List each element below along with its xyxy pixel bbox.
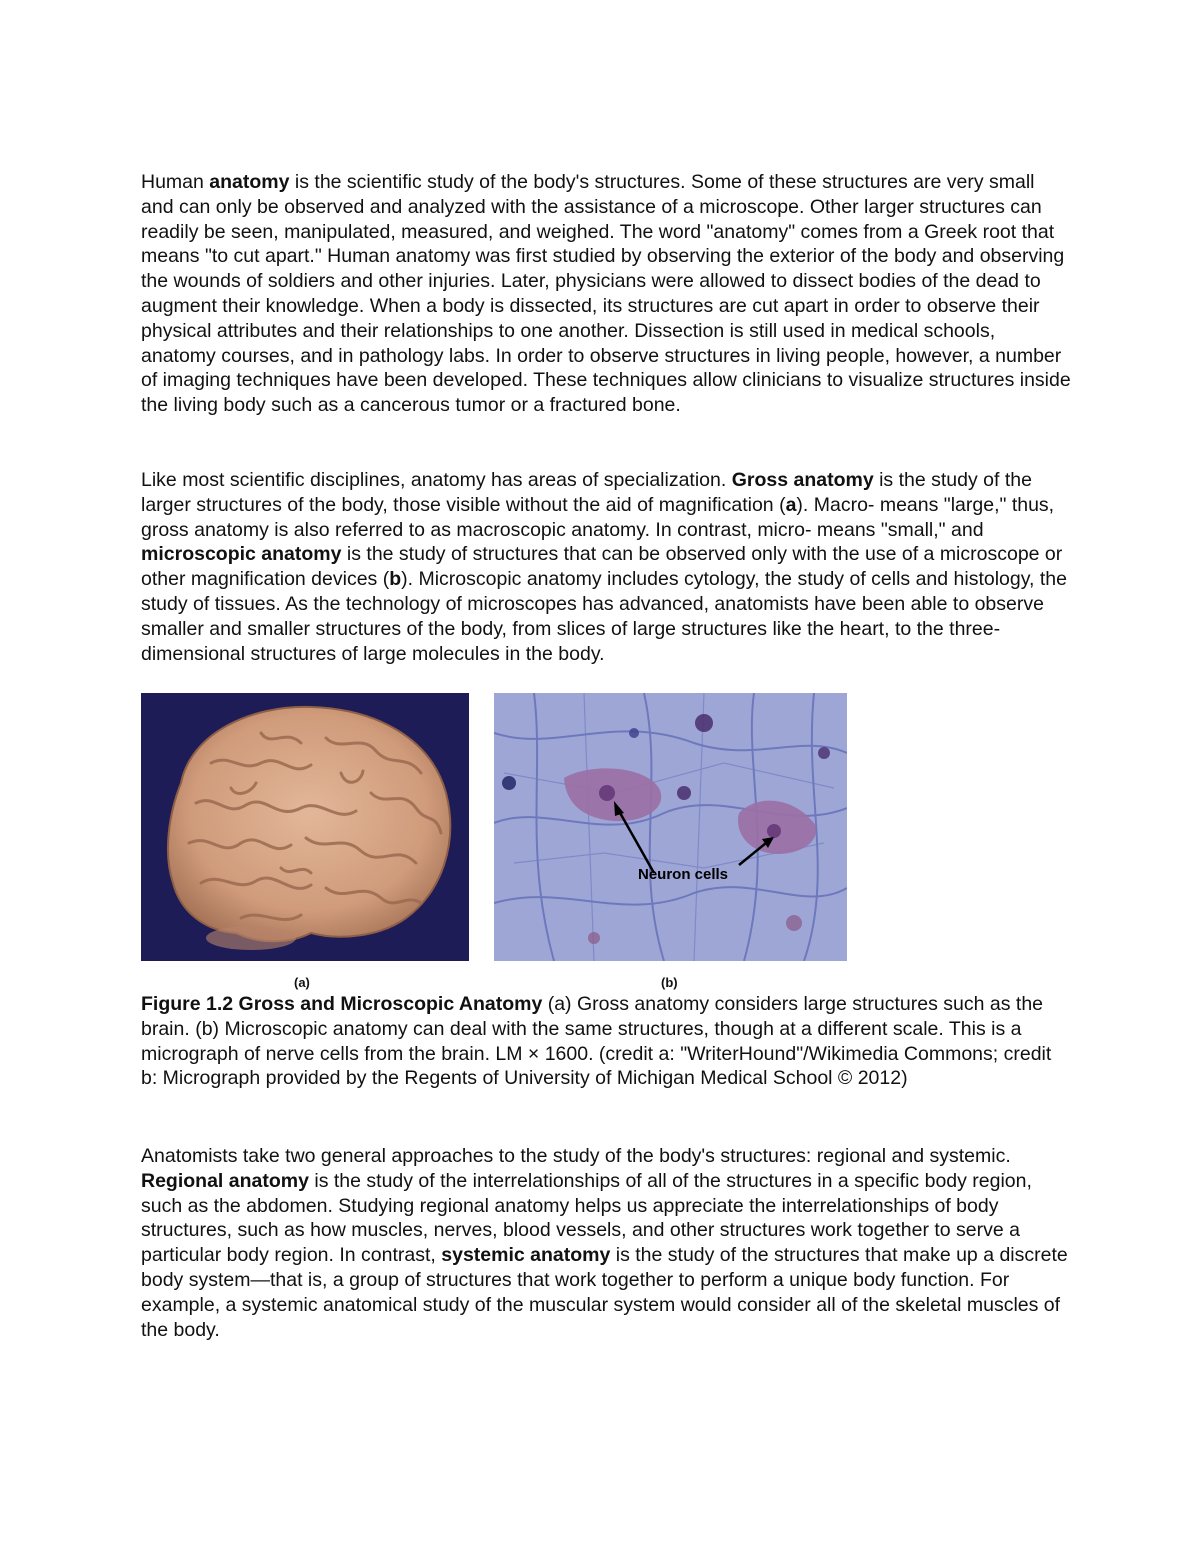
paragraph-specialization <box>141 468 1071 666</box>
figure-caption <box>141 992 1071 1091</box>
term-systemic-anatomy: systemic anatomy <box>441 1244 611 1267</box>
term-microscopic-anatomy: microscopic anatomy <box>141 543 342 566</box>
term-gross-anatomy: Gross anatomy <box>731 469 874 491</box>
figure-ref-b: b <box>389 568 402 591</box>
text: Like most scientific disciplines, anatomy has areas of specialization. <box>141 469 732 491</box>
text: is the scientific study of the body's structures. Some of these structures are very small and can only be observed and analyzed with the assistance of a microscope. Other larger structures can readily be seen, manipulated, measured, and weighed. The word "anatomy" comes from a Greek root that means "to cut apart." Human anatomy was first studied by observing the exterior of the body and observing the wounds of soldiers and other injuries. Later, physicians were allowed to dissect bodies of the dead to augment their knowledge. When a body is dissected, its structures are cut apart in order to observe their physical attributes and their relationships to one another. Dissection is still used in medical schools, anatomy courses, and in pathology labs. In order to observe structures in living people, however, a number of imaging techniques have been developed. These techniques allow clinicians to visualize structures inside the living body such as a cancerous tumor or a fractured bone. <box>141 171 1071 417</box>
neuron-cells-label: Neuron cells <box>638 866 729 883</box>
figure-panel-b-micrograph <box>494 693 847 961</box>
micrograph-image <box>494 693 847 961</box>
paragraph-approaches <box>141 1144 1071 1342</box>
figure-label-a: (a) <box>294 975 310 990</box>
text: is the study of the structures that make up a discrete body system—that is, a group of structures that work together to perform a unique body function. For example, a systemic anatomical study of the muscular system would consider all of the skeletal muscles of the body. <box>141 1244 1068 1341</box>
figure-panel-a-brain <box>141 693 469 961</box>
caption-text: (a) Gross anatomy considers large structures such as the brain. (b) Microscopic anatomy can deal with the same structures, though at a different scale. This is a micrograph of nerve cells from the brain. LM × 1600. (credit a: "WriterHound"/Wikimedia Commons; credit b: Micrograph provided by the Regents of University of Michigan Medical School © 2012) <box>141 993 1052 1090</box>
text: ). Microscopic anatomy includes cytology, the study of cells and histology, the study of tissues. As the technology of microscopes has advanced, anatomists have been able to observe smaller and smaller structures of the body, from slices of large structures like the heart, to the three-dimensional structures of large molecules in the body. <box>141 568 1067 665</box>
brain-image <box>141 693 469 961</box>
text: is the study of the larger structures of the body, those visible without the aid of magnification ( <box>141 469 1032 516</box>
text: is the study of the interrelationships of all of the structures in a specific body region, such as the abdomen. Studying regional anatomy helps us appreciate the interrelationships of body structures, such as how muscles, nerves, blood vessels, and other structures work together to serve a particular body region. In contrast, <box>141 1169 1032 1267</box>
text: ). Macro- means "large," thus, gross anatomy is also referred to as macroscopic anatomy. In contrast, micro- means "small," and <box>141 493 1055 541</box>
figure-ref-a: a <box>785 493 797 516</box>
text: is the study of structures that can be observed only with the use of a microscope or other magnification devices ( <box>141 543 1063 591</box>
text: Human <box>141 171 210 193</box>
figure-label-b: (b) <box>661 975 678 990</box>
term-anatomy: anatomy <box>209 171 290 193</box>
text: Anatomists take two general approaches to the study of the body's structures: regional and systemic. <box>141 1145 1011 1167</box>
term-regional-anatomy: Regional anatomy <box>141 1169 309 1192</box>
paragraph-anatomy-intro <box>141 170 1071 418</box>
caption-title: Figure 1.2 Gross and Microscopic Anatomy <box>141 993 543 1015</box>
